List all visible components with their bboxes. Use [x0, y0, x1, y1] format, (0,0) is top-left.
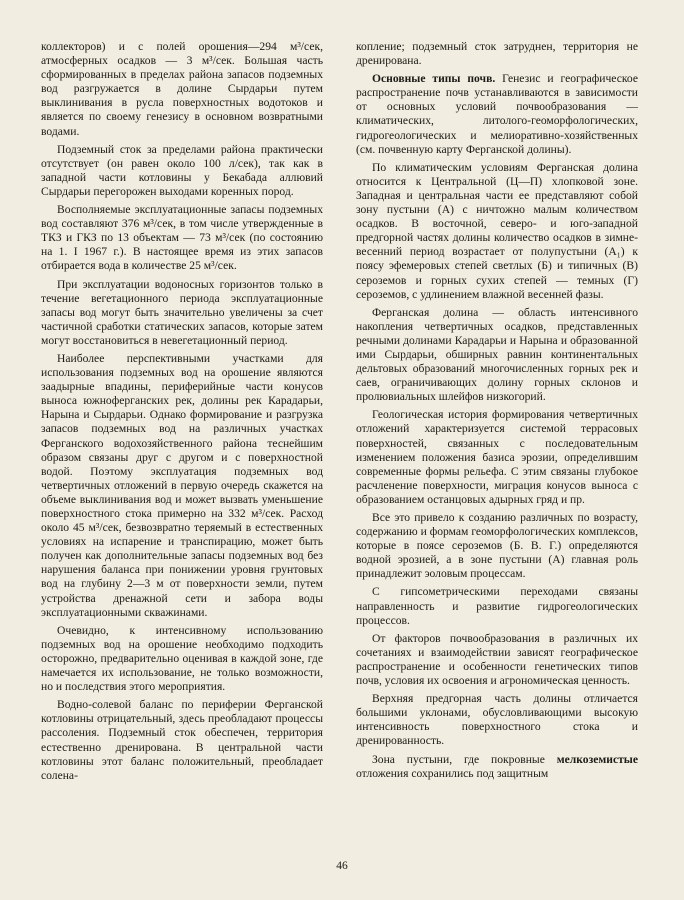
- paragraph: коллекторов) и с полей орошения—294 м³/сек, атмосферных осадков — 3 м³/сек. Большая часть сформированных в пределах района запасов подземных вод разгружается в долине Сырдарьи путем выклинивания в русла поверхностных водотоков и является по своему генезису в основном возвратными водами.: [41, 40, 323, 138]
- section-text: Генезис и географическое распространение почв устанавливаются в зависимости от основных условий почвообразования — климатических, литолого-геоморфологических, гидрогеологических и мелиоративно-хозяйственных (см. почвенную карту Ферганской долины).: [356, 72, 638, 156]
- paragraph: Водно-солевой баланс по периферии Ферганской котловины отрицательный, здесь преобладают процессы рассоления. Подземный сток обеспечен, территория естественно дренирована. В центральной части котловины этот баланс положительный, преобладает солена-: [41, 698, 323, 782]
- paragraph: Все это привело к созданию различных по возрасту, содержанию и формам геоморфологических комплексов, которые в поясе сероземов (Б. В. Г.) определяются водной эрозией, а в зоне пустыни (А) главная роль принадлежит эоловым процессам.: [356, 511, 638, 581]
- paragraph: При эксплуатации водоносных горизонтов только в течение вегетационного периода эксплуатационные запасы вод могут быть значительно увеличены за счет частичной сработки статических запасов, которые затем могут восстановиться в невегетационный период.: [41, 277, 323, 347]
- right-column: [356, 40, 638, 785]
- paragraph: Верхняя предгорная часть долины отличается большими уклонами, обусловливающими высокую интенсивность поверхностного стока и дренированность.: [356, 692, 638, 748]
- paragraph: Ферганская долина — область интенсивного накопления четвертичных осадков, представленных речными долинами Карадарьи и Нарына и образованной ими Сырдарьи, обширных равнин континентальных дельтовых образований многочисленных горных рек и саев, ограничивающих долину горных склонов и пролювиальных шлейфов низкогорий.: [356, 305, 638, 404]
- paragraph: От факторов почвообразования в различных их сочетаниях и взаимодействии зависят географическое распространение и особенности генетических типов почв, условия их освоения и агрономическая ценность.: [356, 631, 638, 688]
- page-number: 46: [336, 860, 348, 872]
- paragraph: Наиболее перспективными участками для использования подземных вод на орошение являются заадырные впадины, периферийные части конусов выноса южноферганских рек, долины рек Карадарьи, Нарына и Сырдарьи. Однако формирование и разгрузка запасов подземных вод на различных участках Ферганского водохозяйственного района теснейшим образом связаны друг с другом и с поверхностной водой. Поэтому эксплуатация подземных вод четвертичных отложений в первую очередь скажется на объеме выклинивания вод и может вызвать уменьшение поверхностного стока примерно на 332 м³/сек. Расход около 45 м³/сек, безвозвратно теряемый в естественных условиях на испарение и транспирацию, может быть получен как дополнительные запасы подземных вод без нарушения баланса при понижении уровня грунтовых вод на глубину 2—3 м от поверхности земли, путем устройства дренажной сети и забора воды эксплуатационными скважинами.: [41, 351, 323, 619]
- paragraph: копление; подземный сток затруднен, территория не дренирована.: [356, 40, 638, 68]
- paragraph: По климатическим условиям Ферганская долина относится к Центральной (Ц—П) хлопковой зоне. Западная и центральная части ее представляют собой зону пустыни (А) с ничтожно малым количеством осадков. В восточной, северо- и юго-западной предгорной частях долины количество осадков в зимне-весенний период возрастает от полупустыни (А₁) к поясу эфемеровых степей светлых (Б) и типичных (В) сероземов и горных сухих степей — темных (Г) сероземов, с удлинением влажной весенней фазы.: [356, 160, 638, 301]
- paragraph-last: [356, 753, 638, 781]
- bold-word: мелкоземистые: [556, 752, 638, 766]
- paragraph: Геологическая история формирования четвертичных отложений характеризуется системой террасовых поверхностей, связанных с последовательным изменением положения базиса эрозии, определившим современные формы рельефа. С этим связаны глубокое расчленение поверхности, миграция конусов выноса с образованием останцовых адырных гряд и пр.: [356, 408, 638, 506]
- paragraph: Очевидно, к интенсивному использованию подземных вод на орошение необходимо подходить осторожно, предварительно оценивая в каждой зоне, где намечается их использование, не только возможности, но и последствия этого мероприятия.: [41, 623, 323, 694]
- soil-types-paragraph: [356, 72, 638, 157]
- paragraph: Подземный сток за пределами района практически отсутствует (он равен около 100 л/сек), так как в западной части котловины у Бекабада аллювий Сырдарьи перегорожен выходами коренных пород.: [41, 142, 323, 198]
- text-run: отложения сохранились под защитным: [356, 766, 549, 780]
- left-column: [41, 40, 323, 787]
- text-run: Зона пустыни, где покровные: [372, 752, 557, 766]
- paragraph: С гипсометрическими переходами связаны направленность и развитие гидрогеологических процессов.: [356, 585, 638, 627]
- section-heading: Основные типы почв.: [372, 72, 496, 86]
- paragraph: Восполняемые эксплуатационные запасы подземных вод составляют 376 м³/сек, в том числе утвержденные в ТКЗ и ГКЗ по 13 объектам — 73 м³/сек (по состоянию на 1. I 1967 г.). В настоящее время из этих запасов отбирается вода в количестве 25 м³/сек.: [41, 203, 323, 273]
